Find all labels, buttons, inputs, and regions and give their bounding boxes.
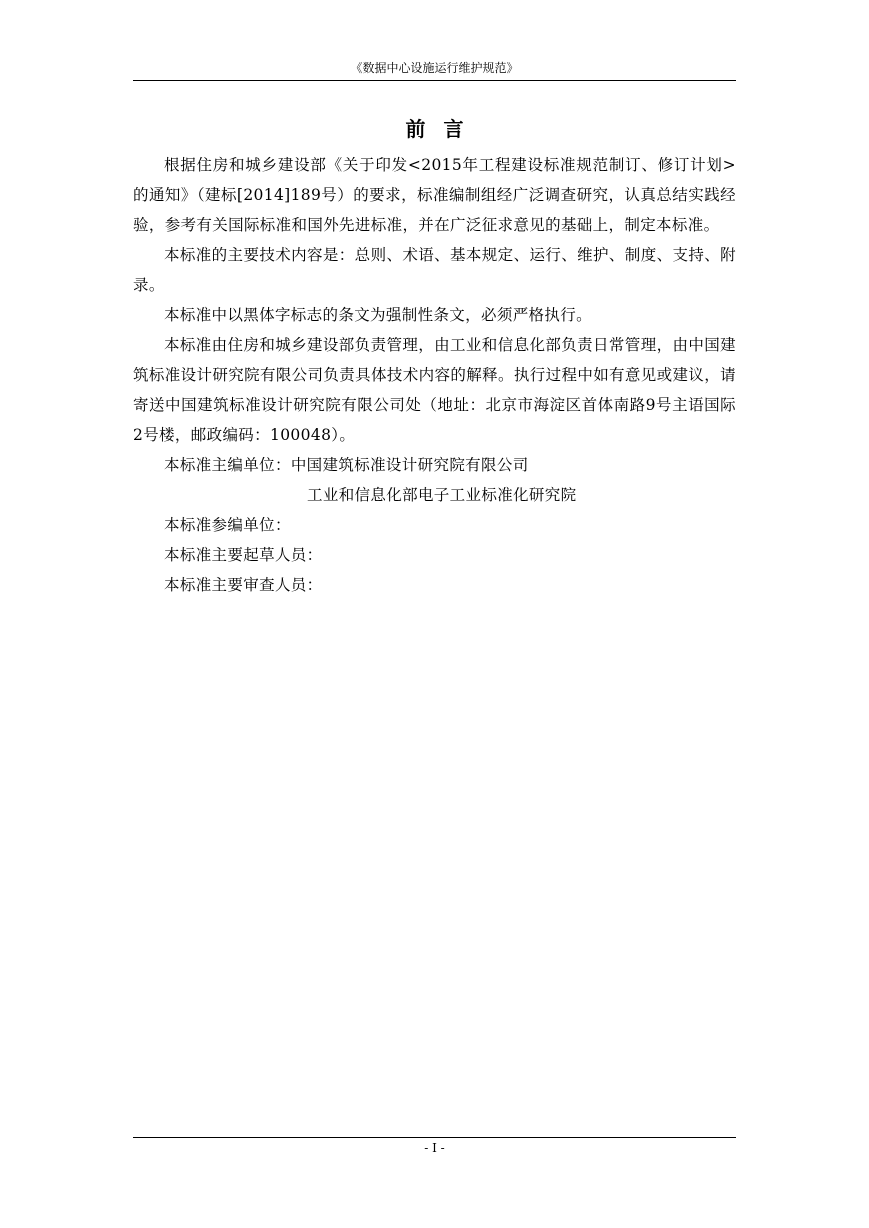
chief-editor-unit-2: 工业和信息化部电子工业标准化研究院 [307, 486, 577, 504]
header-divider [133, 80, 736, 81]
chief-editor-label: 本标准主编单位： [164, 456, 291, 474]
participating-units: 本标准参编单位： [164, 516, 291, 534]
paragraph-mandatory-clauses: 本标准中以黑体字标志的条文为强制性条文，必须严格执行。 [164, 306, 592, 324]
page-title: 前言 [405, 117, 482, 141]
paragraph-main-content: 本标准的主要技术内容是：总则、术语、基本规定、运行、维护、制度、支持、附录。 [133, 246, 736, 294]
chief-editor-unit-1: 中国建筑标准设计研究院有限公司 [290, 456, 529, 474]
paragraph-management: 本标准由住房和城乡建设部负责管理，由工业和信息化部负责日常管理，由中国建筑标准设计研究院有限公司负责具体技术内容的解释。执行过程中如有意见或建议，请寄送中国建筑标准设计研究院有限公司处（地址：北京市海淀区首体南路9号主语国际2号楼，邮政编码：100048）。 [133, 336, 736, 444]
chief-editor-line [133, 450, 736, 480]
page-number: - I - [424, 1141, 445, 1155]
running-header: 《数据中心设施运行维护规范》 [350, 61, 519, 75]
document-body [133, 150, 736, 600]
main-drafters: 本标准主要起草人员： [164, 546, 323, 564]
paragraph-background: 根据住房和城乡建设部《关于印发<2015年工程建设标准规范制订、修订计划>的通知》（建标[2014]189号）的要求，标准编制组经广泛调查研究，认真总结实践经验，参考有关国际标准和国外先进标准，并在广泛征求意见的基础上，制定本标准。 [133, 156, 736, 234]
main-reviewers: 本标准主要审查人员： [164, 576, 323, 594]
footer-divider [133, 1137, 736, 1138]
